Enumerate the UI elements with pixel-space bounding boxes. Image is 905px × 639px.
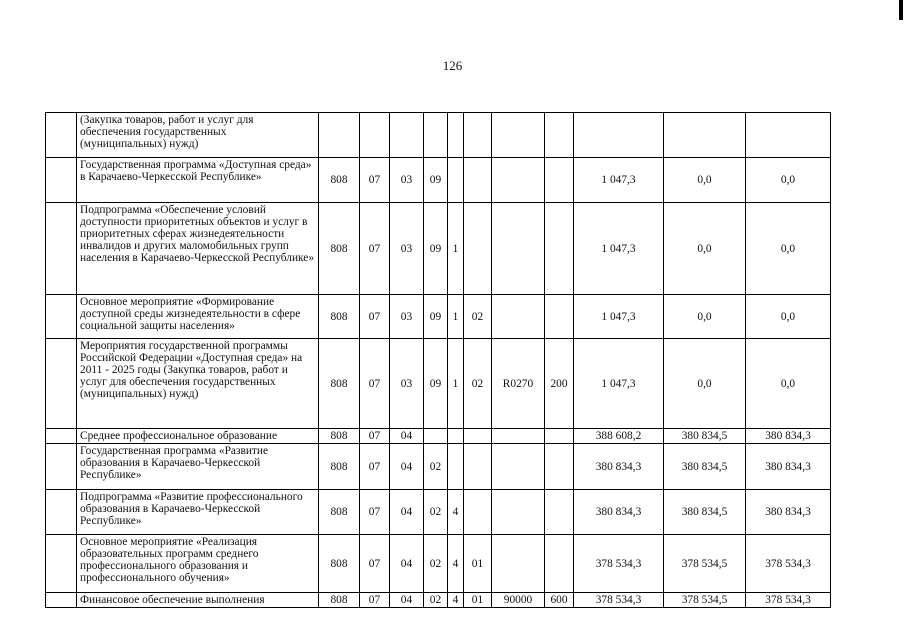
- row-c1-cell: 808: [319, 429, 360, 444]
- row-c1-cell: 808: [319, 158, 360, 203]
- row-lead-cell: [46, 339, 77, 429]
- row-v1-cell: 388 608,2: [574, 429, 664, 444]
- row-c1-cell: 808: [319, 339, 360, 429]
- row-name-cell: Финансовое обеспечение выполнения: [77, 593, 319, 608]
- row-c3-cell: 03: [390, 203, 424, 295]
- row-c7-cell: [492, 158, 545, 203]
- row-c5-cell: [448, 444, 464, 490]
- row-c2-cell: 07: [360, 158, 390, 203]
- row-c5-cell: [448, 429, 464, 444]
- row-v1-cell: 1 047,3: [574, 158, 664, 203]
- row-v2-cell: 0,0: [664, 203, 746, 295]
- row-c7-cell: R0270: [492, 339, 545, 429]
- row-c4-cell: [424, 429, 448, 444]
- row-name-cell: Среднее профессиональное образование: [77, 429, 319, 444]
- row-c2-cell: 07: [360, 203, 390, 295]
- row-lead-cell: [46, 490, 77, 535]
- row-c2-cell: 07: [360, 295, 390, 339]
- row-v1-cell: [574, 113, 664, 158]
- row-c2-cell: 07: [360, 593, 390, 608]
- row-c1-cell: 808: [319, 490, 360, 535]
- row-v1-cell: 380 834,3: [574, 490, 664, 535]
- row-c8-cell: [545, 158, 574, 203]
- row-c7-cell: [492, 203, 545, 295]
- row-name-cell: Подпрограмма «Развитие профессионального образования в Карачаево-Черкесской Республике»: [77, 490, 319, 535]
- row-c8-cell: [545, 535, 574, 593]
- row-v3-cell: 0,0: [746, 203, 831, 295]
- row-v1-cell: 1 047,3: [574, 339, 664, 429]
- table-row: [46, 203, 831, 295]
- row-c4-cell: [424, 113, 448, 158]
- row-c8-cell: [545, 203, 574, 295]
- row-c5-cell: 1: [448, 295, 464, 339]
- row-c1-cell: 808: [319, 444, 360, 490]
- row-c6-cell: [464, 490, 492, 535]
- row-c7-cell: 90000: [492, 593, 545, 608]
- row-lead-cell: [46, 444, 77, 490]
- row-c4-cell: 09: [424, 203, 448, 295]
- row-name-cell: Основное мероприятие «Формирование доступной среды жизнедеятельности в сфере социальной защиты населения»: [77, 295, 319, 339]
- row-c4-cell: 02: [424, 535, 448, 593]
- row-c6-cell: 02: [464, 339, 492, 429]
- row-c1-cell: 808: [319, 593, 360, 608]
- row-v2-cell: 0,0: [664, 339, 746, 429]
- row-v3-cell: [746, 113, 831, 158]
- row-c6-cell: [464, 203, 492, 295]
- row-c4-cell: 02: [424, 593, 448, 608]
- row-c7-cell: [492, 113, 545, 158]
- budget-table: [45, 112, 831, 608]
- row-c5-cell: [448, 113, 464, 158]
- table-row: [46, 490, 831, 535]
- row-c8-cell: [545, 490, 574, 535]
- row-lead-cell: [46, 593, 77, 608]
- row-c8-cell: [545, 444, 574, 490]
- row-c5-cell: 4: [448, 593, 464, 608]
- row-v3-cell: 378 534,3: [746, 593, 831, 608]
- row-c5-cell: 4: [448, 490, 464, 535]
- row-c2-cell: 07: [360, 490, 390, 535]
- row-c2-cell: 07: [360, 535, 390, 593]
- table-row: [46, 535, 831, 593]
- row-name-cell: Государственная программа «Доступная среда» в Карачаево-Черкесской Республике»: [77, 158, 319, 203]
- row-v2-cell: 380 834,5: [664, 429, 746, 444]
- row-v3-cell: 380 834,3: [746, 429, 831, 444]
- row-c8-cell: 200: [545, 339, 574, 429]
- row-c3-cell: [390, 113, 424, 158]
- row-c3-cell: 04: [390, 490, 424, 535]
- row-v3-cell: 0,0: [746, 339, 831, 429]
- table-row: [46, 339, 831, 429]
- row-v2-cell: 380 834,5: [664, 490, 746, 535]
- row-c5-cell: 1: [448, 203, 464, 295]
- row-lead-cell: [46, 429, 77, 444]
- row-c7-cell: [492, 490, 545, 535]
- row-c7-cell: [492, 444, 545, 490]
- row-v2-cell: 0,0: [664, 295, 746, 339]
- row-v3-cell: 378 534,3: [746, 535, 831, 593]
- row-c6-cell: 01: [464, 535, 492, 593]
- page-number: 126: [442, 58, 463, 73]
- row-c3-cell: 04: [390, 535, 424, 593]
- row-c7-cell: [492, 429, 545, 444]
- row-v2-cell: 0,0: [664, 158, 746, 203]
- row-lead-cell: [46, 158, 77, 203]
- row-lead-cell: [46, 113, 77, 158]
- row-c6-cell: 02: [464, 295, 492, 339]
- row-name-cell: Основное мероприятие «Реализация образовательных программ среднего профессионального образования и профессионального обучения»: [77, 535, 319, 593]
- row-c1-cell: 808: [319, 203, 360, 295]
- row-c2-cell: 07: [360, 429, 390, 444]
- row-c6-cell: [464, 158, 492, 203]
- table-row: [46, 593, 831, 608]
- row-c6-cell: 01: [464, 593, 492, 608]
- table-row: [46, 158, 831, 203]
- row-v1-cell: 1 047,3: [574, 203, 664, 295]
- row-c4-cell: 09: [424, 339, 448, 429]
- row-v2-cell: 380 834,5: [664, 444, 746, 490]
- row-c1-cell: [319, 113, 360, 158]
- row-c6-cell: [464, 429, 492, 444]
- table-row: [46, 429, 831, 444]
- row-c6-cell: [464, 444, 492, 490]
- row-c2-cell: [360, 113, 390, 158]
- row-c5-cell: [448, 158, 464, 203]
- table-row: [46, 444, 831, 490]
- row-c1-cell: 808: [319, 295, 360, 339]
- row-c3-cell: 03: [390, 339, 424, 429]
- row-c8-cell: [545, 113, 574, 158]
- row-c8-cell: 600: [545, 593, 574, 608]
- row-c3-cell: 03: [390, 158, 424, 203]
- row-c8-cell: [545, 295, 574, 339]
- row-c4-cell: 02: [424, 490, 448, 535]
- row-v2-cell: 378 534,5: [664, 535, 746, 593]
- row-c2-cell: 07: [360, 444, 390, 490]
- row-lead-cell: [46, 535, 77, 593]
- row-c5-cell: 1: [448, 339, 464, 429]
- row-name-cell: Мероприятия государственной программы Российской Федерации «Доступная среда» на 2011 - 2025 годы (Закупка товаров, работ и услуг для обеспечения государственных (муниципальных) нужд): [77, 339, 319, 429]
- row-name-cell: (Закупка товаров, работ и услуг для обеспечения государственных (муниципальных) нужд): [77, 113, 319, 158]
- row-c5-cell: 4: [448, 535, 464, 593]
- row-c3-cell: 04: [390, 593, 424, 608]
- row-name-cell: Подпрограмма «Обеспечение условий доступности приоритетных объектов и услуг в приоритетных сферах жизнедеятельности инвалидов и других маломобильных групп населения в Карачаево-Черкесской Республике»: [77, 203, 319, 295]
- row-lead-cell: [46, 295, 77, 339]
- table-row: [46, 113, 831, 158]
- row-v1-cell: 1 047,3: [574, 295, 664, 339]
- row-c7-cell: [492, 535, 545, 593]
- row-v3-cell: 380 834,3: [746, 444, 831, 490]
- row-v1-cell: 378 534,3: [574, 593, 664, 608]
- row-name-cell: Государственная программа «Развитие образования в Карачаево-Черкесской Республике»: [77, 444, 319, 490]
- row-c4-cell: 09: [424, 158, 448, 203]
- row-c4-cell: 02: [424, 444, 448, 490]
- row-c4-cell: 09: [424, 295, 448, 339]
- row-v1-cell: 378 534,3: [574, 535, 664, 593]
- row-c3-cell: 04: [390, 444, 424, 490]
- row-c7-cell: [492, 295, 545, 339]
- budget-table-body: [46, 113, 831, 608]
- row-v3-cell: 380 834,3: [746, 490, 831, 535]
- row-c2-cell: 07: [360, 339, 390, 429]
- row-c1-cell: 808: [319, 535, 360, 593]
- row-v3-cell: 0,0: [746, 295, 831, 339]
- row-v3-cell: 0,0: [746, 158, 831, 203]
- row-lead-cell: [46, 203, 77, 295]
- row-v1-cell: 380 834,3: [574, 444, 664, 490]
- row-c6-cell: [464, 113, 492, 158]
- scan-edge-mark: [899, 0, 903, 20]
- row-c3-cell: 04: [390, 429, 424, 444]
- row-c3-cell: 03: [390, 295, 424, 339]
- row-c8-cell: [545, 429, 574, 444]
- table-row: [46, 295, 831, 339]
- row-v2-cell: 378 534,5: [664, 593, 746, 608]
- row-v2-cell: [664, 113, 746, 158]
